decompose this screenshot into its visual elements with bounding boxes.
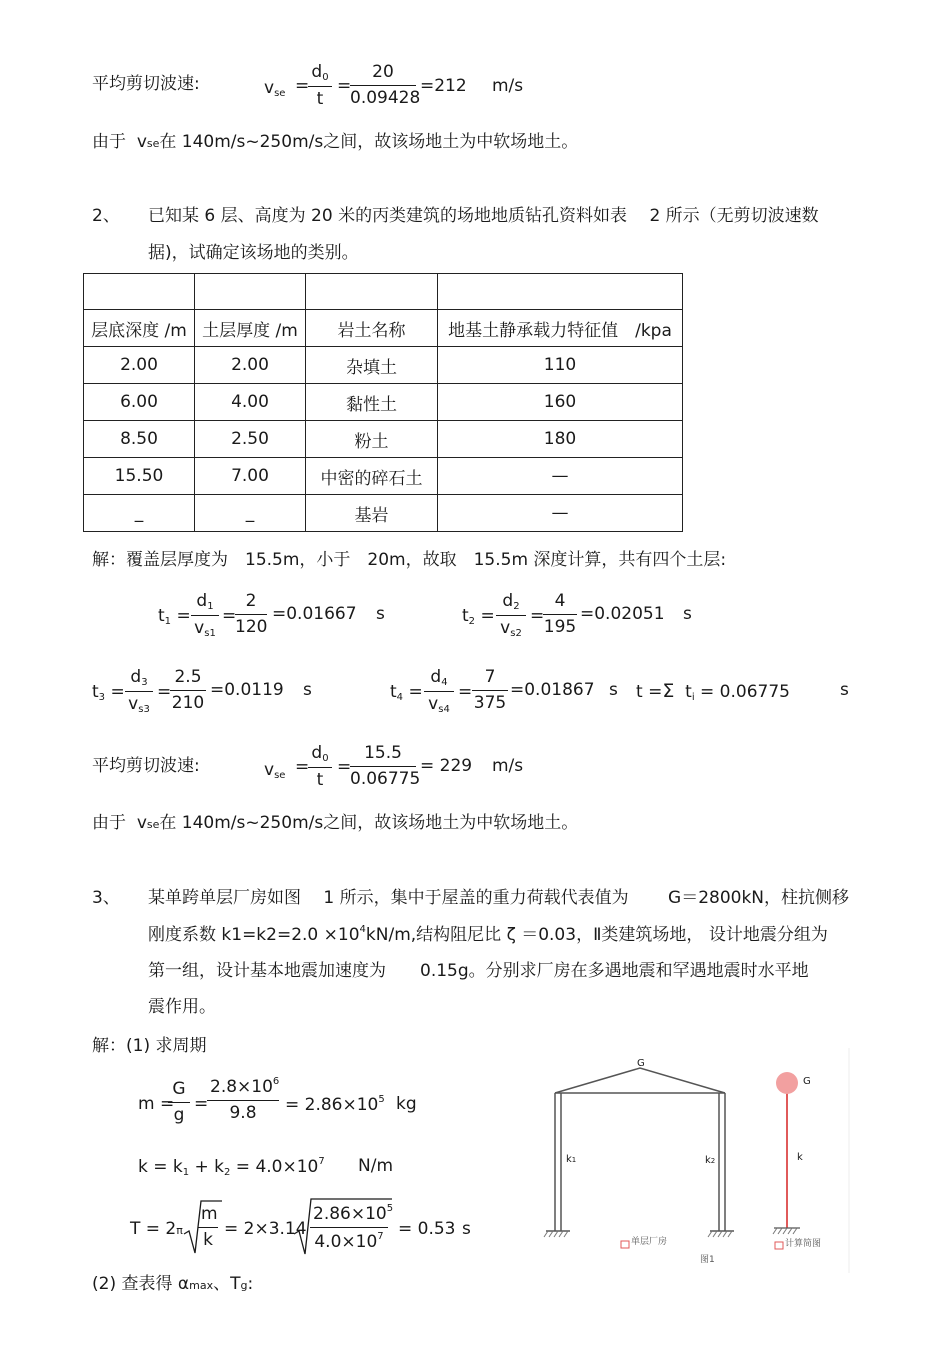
header-depth: 层底深度 /m — [84, 310, 195, 347]
T-unit: s — [462, 1219, 471, 1239]
conclusion-text-2: 由于 vse在 140m/s~250m/s之间，故该场地土为中软场地土。 — [92, 813, 579, 833]
figure-number-label: 图1 — [700, 1255, 715, 1265]
table-row: _ _ 基岩 — — [84, 495, 683, 532]
problem-2-line1: 已知某 6 层、高度为 20 米的丙类建筑的场地地质钻孔资料如表 2 所示（无剪切波速数 — [148, 206, 819, 226]
vse-symbol: $v_{se}$ — [264, 78, 286, 99]
figure-k1-label: k1 — [566, 1154, 577, 1165]
t3-value-fraction: $\frac{2.5}{210}$ — [171, 667, 205, 713]
solution-2-intro: 解：覆盖层厚度为 15.5m，小于 20m，故取 15.5m 深度计算，共有四个土层: — [92, 550, 727, 570]
ground-hatch-right — [708, 1231, 732, 1237]
problem-3-line4: 震作用。 — [148, 997, 216, 1017]
m-G-over-g-fraction: $\frac{G}{g}$ — [168, 1080, 190, 1125]
t1-lhs: $t_1$ = — [158, 606, 191, 627]
t1-result: =0.01667 — [272, 604, 357, 624]
sigma-symbol: Σ — [662, 680, 675, 702]
legend-marker-left — [621, 1241, 629, 1248]
solution-3-step1: 解：(1) 求周期 — [92, 1036, 207, 1056]
avg-velocity-label-2: 平均剪切波速: — [92, 756, 200, 776]
t2-result: =0.02051 — [580, 604, 665, 624]
ground-hatch-left — [544, 1231, 568, 1237]
t1-unit: s — [376, 604, 385, 624]
solution-3-step2: (2) 查表得 αmax、Tg: — [92, 1274, 254, 1294]
legend-marker-right — [775, 1242, 783, 1249]
problem-2-line2: 据)，试确定该场地的类别。 — [148, 243, 359, 263]
equals-sign: = — [337, 76, 352, 96]
t2-unit: s — [683, 604, 692, 624]
vse-symbol-2: $v_{se}$ — [264, 760, 286, 781]
problem-3-line1: 某单跨单层厂房如图 1 所示，集中于屋盖的重力荷载代表值为 G＝2800kN，柱抗侧移 — [148, 888, 850, 908]
d0-over-t-fraction-2: $\frac{d_0}{t}$ — [308, 744, 332, 790]
result-value: =212 — [420, 76, 467, 96]
t1-symbol-fraction: $\frac{d_1}{v_{s1}}$ — [191, 592, 219, 639]
figure-k-label: k — [797, 1152, 803, 1163]
m-lhs: m = — [138, 1094, 175, 1114]
T-lhs: T = 2π — [130, 1219, 183, 1239]
t4-symbol-fraction: $\frac{d_4}{v_{s4}}$ — [424, 668, 454, 715]
problem-3-line2: 刚度系数 $k1=k2=2.0 \times 10^4kN/m$,结构阻尼比 ζ ＝0.03，Ⅱ类建筑场地， 设计地震分组为 — [148, 924, 828, 945]
unit-label: m/s — [492, 76, 524, 96]
t3-unit: s — [303, 680, 312, 700]
avg-velocity-label: 平均剪切波速: — [92, 74, 200, 94]
t-sum-unit: s — [840, 680, 849, 700]
T-result: = 0.53 — [398, 1219, 456, 1239]
problem-3-line3: 第一组，设计基本地震加速度为 0.15g。分别求厂房在多遇地震和罕遇地震时水平地 — [148, 961, 809, 981]
figure-G-ball-label: G — [803, 1076, 811, 1087]
table-row: 2.00 2.00 杂填土 110 — [84, 347, 683, 384]
table-row: 15.50 7.00 中密的碎石土 — — [84, 458, 683, 495]
t3-symbol-fraction: $\frac{d_3}{v_{s3}}$ — [125, 668, 153, 715]
k-equation: $k = k_1 + k_2 = 4.0\times 10^7$ — [138, 1156, 325, 1178]
conclusion-text: 由于 vse在 140m/s~250m/s之间，故该场地土为中软场地土。 — [92, 132, 579, 152]
soil-data-table — [83, 273, 683, 532]
d0-over-t-fraction: $\frac{d_0}{t}$ — [308, 63, 332, 109]
table-blank-row — [84, 274, 683, 310]
problem-3-number: 3、 — [92, 888, 120, 908]
lumped-mass-ball — [776, 1072, 798, 1094]
figure-caption-right: 计算简图 — [785, 1239, 822, 1249]
m-value-fraction: $\frac{2.8\times 10^6}{9.8}$ — [207, 1076, 279, 1123]
t4-value-fraction: $\frac{7}{375}$ — [473, 667, 507, 713]
portal-frame — [546, 1068, 734, 1231]
t4-lhs: $t_4$ = — [390, 682, 423, 703]
t2-value-fraction: $\frac{4}{195}$ — [543, 591, 577, 637]
pi-symbol: π — [176, 1224, 183, 1237]
m-unit: kg — [396, 1094, 417, 1114]
result-value-2: = 229 — [420, 756, 473, 776]
table-row: 6.00 4.00 黏性土 160 — [84, 384, 683, 421]
figure-k2-label: k2 — [705, 1155, 716, 1166]
value-fraction: $\frac{20}{0.09428}$ — [350, 62, 421, 108]
table-row: 8.50 2.50 粉土 180 — [84, 421, 683, 458]
header-thickness: 土层厚度 /m — [195, 310, 306, 347]
T-middle: = 2×3.14 — [224, 1219, 307, 1239]
k-unit: N/m — [358, 1156, 394, 1176]
ground-hatch-sketch — [773, 1228, 797, 1234]
table-header-row — [84, 310, 683, 347]
problem-2-number: 2、 — [92, 206, 120, 226]
unit-label-2: m/s — [492, 756, 524, 776]
t2-symbol-fraction: $\frac{d_2}{v_{s2}}$ — [496, 592, 526, 639]
figure-G-top-label: G — [637, 1058, 645, 1069]
value-fraction-2: $\frac{15.5}{0.06775}$ — [350, 743, 421, 789]
t3-lhs: $t_3$ = — [92, 682, 125, 703]
T-value-fraction: $\frac{2.86\times 10^5}{4.0\times 10^7}$ — [310, 1203, 388, 1252]
T-m-over-k-fraction: $\frac{m}{k}$ — [198, 1205, 218, 1250]
t2-lhs: $t_2$ = — [462, 606, 495, 627]
t4-unit: s — [609, 680, 618, 700]
figure-caption-left: 单层厂房 — [631, 1237, 668, 1247]
header-soil-name: 岩土名称 — [306, 310, 438, 347]
t3-result: =0.0119 — [210, 680, 284, 700]
m-result: = $2.86\times 10^5$ — [285, 1094, 385, 1115]
t1-value-fraction: $\frac{2}{120}$ — [235, 591, 268, 637]
t4-result: =0.01867 — [510, 680, 595, 700]
header-bearing-capacity: 地基土静承载力特征值 /kpa — [438, 310, 683, 347]
equals-sign: = — [295, 76, 310, 96]
t-sum-equation: t =Σ $t_i = 0.06775$ — [636, 680, 790, 703]
